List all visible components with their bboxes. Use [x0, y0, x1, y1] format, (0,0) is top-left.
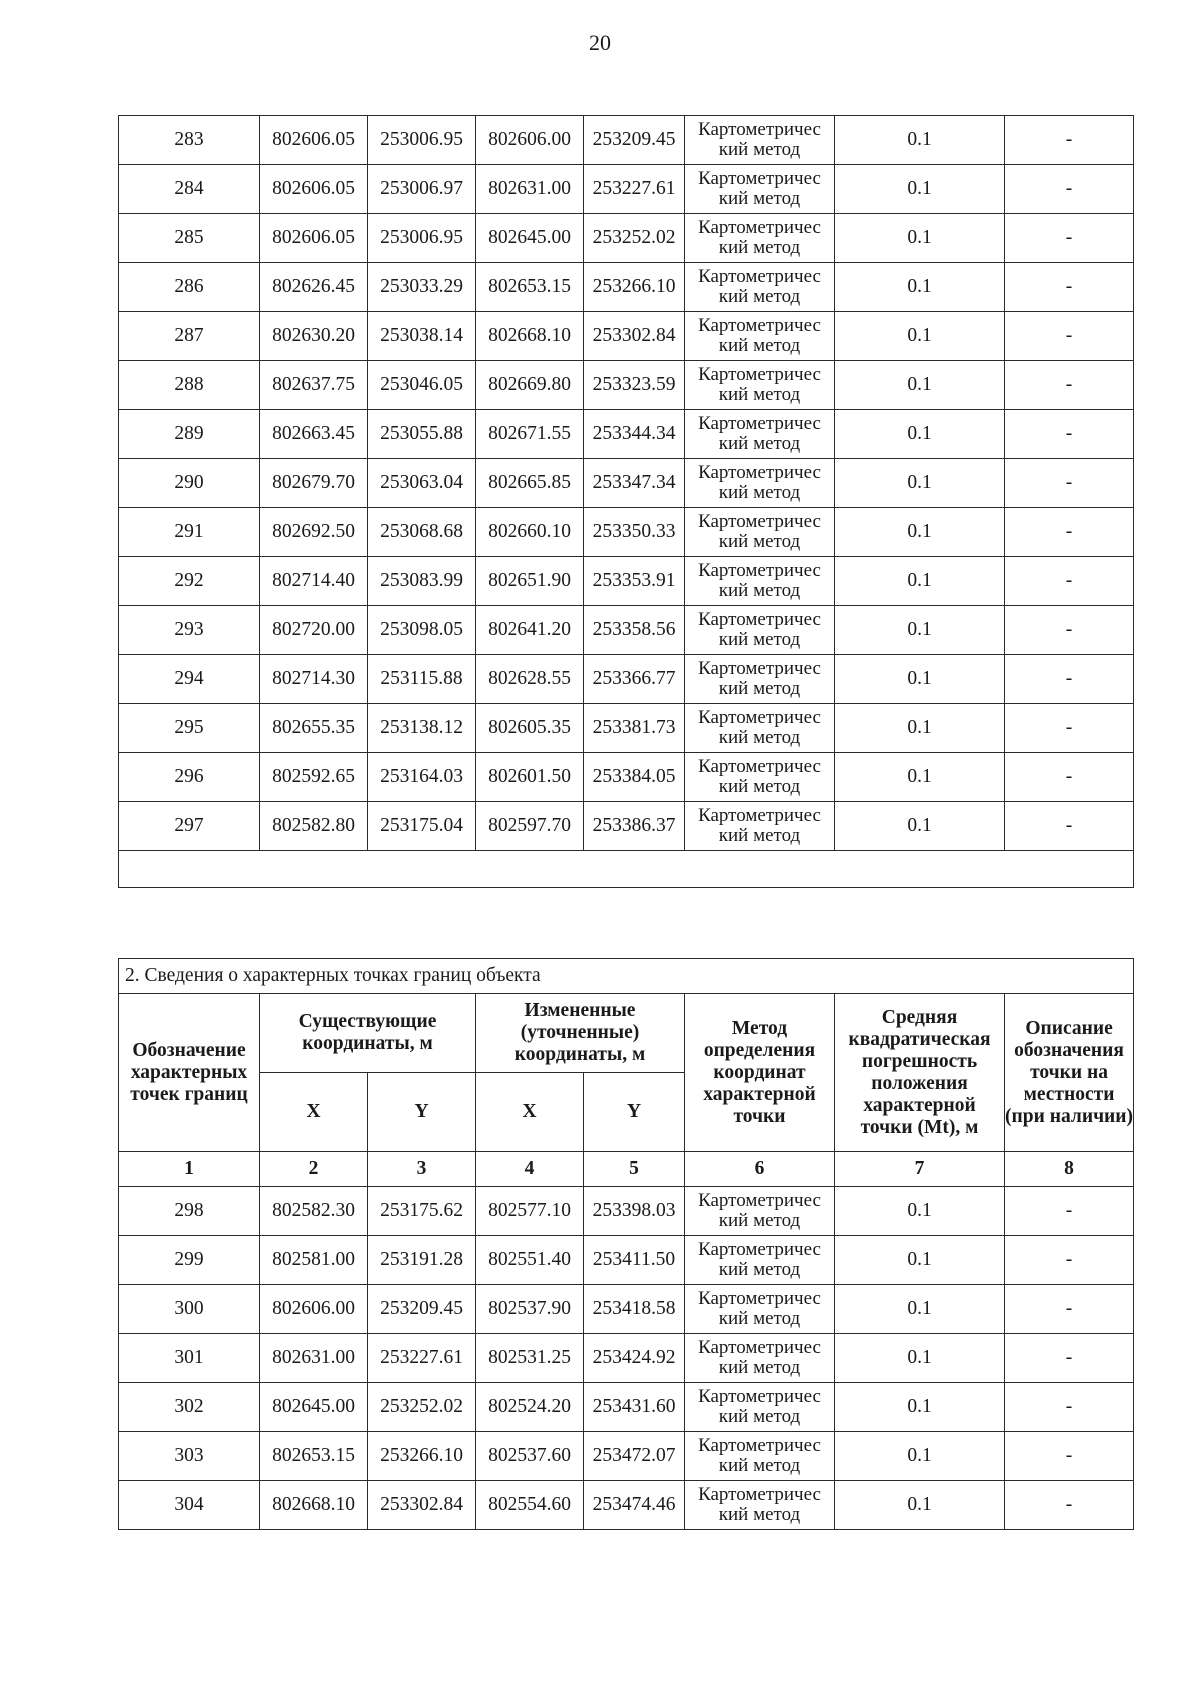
method-line: кий метод	[718, 237, 801, 258]
cell-mean-error: 0.1	[835, 557, 1005, 606]
cell-changed-y: 253252.02	[584, 214, 685, 263]
table-row	[119, 1383, 1134, 1432]
cell-changed-x: 802554.60	[476, 1481, 584, 1530]
method-line: Картометричес	[698, 1435, 821, 1456]
cell-method	[685, 606, 835, 655]
cell-changed-x: 802641.20	[476, 606, 584, 655]
table-row	[119, 214, 1134, 263]
cell-point-number: 286	[119, 263, 260, 312]
cell-method	[685, 1432, 835, 1481]
cell-mean-error: 0.1	[835, 1481, 1005, 1530]
cell-point-number: 292	[119, 557, 260, 606]
method-line: Картометричес	[698, 364, 821, 385]
cell-description: -	[1005, 1236, 1134, 1285]
cell-existing-x: 802645.00	[260, 1383, 368, 1432]
method-line: кий метод	[718, 1259, 801, 1280]
cell-mean-error: 0.1	[835, 1383, 1005, 1432]
cell-changed-x: 802671.55	[476, 410, 584, 459]
cell-existing-y: 253046.05	[368, 361, 476, 410]
cell-point-number: 287	[119, 312, 260, 361]
cell-point-number: 284	[119, 165, 260, 214]
method-line: Картометричес	[698, 119, 821, 140]
cell-mean-error: 0.1	[835, 802, 1005, 851]
cell-existing-y: 253252.02	[368, 1383, 476, 1432]
table-row	[119, 312, 1134, 361]
cell-changed-y: 253384.05	[584, 753, 685, 802]
cell-mean-error: 0.1	[835, 1236, 1005, 1285]
page-number: 20	[589, 30, 611, 55]
cell-existing-y: 253055.88	[368, 410, 476, 459]
cell-mean-error: 0.1	[835, 753, 1005, 802]
cell-method	[685, 557, 835, 606]
cell-mean-error: 0.1	[835, 704, 1005, 753]
cell-method	[685, 802, 835, 851]
cell-mean-error: 0.1	[835, 312, 1005, 361]
cell-existing-y: 253209.45	[368, 1285, 476, 1334]
method-line: кий метод	[718, 1308, 801, 1329]
cell-method	[685, 753, 835, 802]
table-row	[119, 753, 1134, 802]
cell-changed-y: 253472.07	[584, 1432, 685, 1481]
cell-existing-y: 253191.28	[368, 1236, 476, 1285]
cell-existing-y: 253227.61	[368, 1334, 476, 1383]
cell-description: -	[1005, 1481, 1134, 1530]
cell-changed-y: 253386.37	[584, 802, 685, 851]
method-line: Картометричес	[698, 1239, 821, 1260]
cell-point-number: 298	[119, 1187, 260, 1236]
cell-existing-y: 253098.05	[368, 606, 476, 655]
cell-mean-error: 0.1	[835, 459, 1005, 508]
cell-existing-x: 802630.20	[260, 312, 368, 361]
cell-changed-x: 802601.50	[476, 753, 584, 802]
cell-existing-y: 253175.04	[368, 802, 476, 851]
cell-changed-x: 802551.40	[476, 1236, 584, 1285]
cell-description: -	[1005, 1187, 1134, 1236]
cell-mean-error: 0.1	[835, 263, 1005, 312]
cell-description: -	[1005, 1285, 1134, 1334]
cell-changed-x: 802651.90	[476, 557, 584, 606]
method-line: кий метод	[718, 188, 801, 209]
method-line: Картометричес	[698, 1386, 821, 1407]
cell-method	[685, 508, 835, 557]
cell-existing-x: 802720.00	[260, 606, 368, 655]
cell-changed-y: 253431.60	[584, 1383, 685, 1432]
table-body	[119, 116, 1134, 851]
cell-changed-y: 253209.45	[584, 116, 685, 165]
cell-existing-y: 253083.99	[368, 557, 476, 606]
method-line: кий метод	[718, 629, 801, 650]
cell-existing-x: 802592.65	[260, 753, 368, 802]
cell-method	[685, 1334, 835, 1383]
method-line: Картометричес	[698, 609, 821, 630]
cell-changed-y: 253323.59	[584, 361, 685, 410]
table-body	[119, 1187, 1134, 1530]
cell-existing-x: 802606.05	[260, 165, 368, 214]
cell-mean-error: 0.1	[835, 116, 1005, 165]
cell-existing-x: 802655.35	[260, 704, 368, 753]
cell-method	[685, 1236, 835, 1285]
cell-method	[685, 704, 835, 753]
cell-changed-x: 802524.20	[476, 1383, 584, 1432]
cell-existing-x: 802679.70	[260, 459, 368, 508]
table-row	[119, 655, 1134, 704]
header-point-designation: Обозначение характерных точек границ	[119, 994, 260, 1152]
cell-point-number: 294	[119, 655, 260, 704]
cell-changed-y: 253474.46	[584, 1481, 685, 1530]
method-line: кий метод	[718, 139, 801, 160]
cell-point-number: 299	[119, 1236, 260, 1285]
method-line: кий метод	[718, 286, 801, 307]
method-line: кий метод	[718, 482, 801, 503]
cell-changed-y: 253353.91	[584, 557, 685, 606]
method-line: Картометричес	[698, 266, 821, 287]
cell-point-number: 300	[119, 1285, 260, 1334]
table-row	[119, 508, 1134, 557]
cell-mean-error: 0.1	[835, 606, 1005, 655]
cell-existing-y: 253068.68	[368, 508, 476, 557]
cell-method	[685, 361, 835, 410]
cell-existing-y: 253175.62	[368, 1187, 476, 1236]
cell-description: -	[1005, 753, 1134, 802]
cell-existing-y: 253266.10	[368, 1432, 476, 1481]
cell-mean-error: 0.1	[835, 214, 1005, 263]
column-number: 8	[1005, 1152, 1134, 1187]
table-row	[119, 704, 1134, 753]
cell-changed-y: 253227.61	[584, 165, 685, 214]
cell-method	[685, 1187, 835, 1236]
table-row	[119, 1481, 1134, 1530]
cell-description: -	[1005, 410, 1134, 459]
column-number-row	[119, 1152, 1134, 1187]
cell-point-number: 302	[119, 1383, 260, 1432]
cell-method	[685, 1383, 835, 1432]
cell-existing-x: 802714.30	[260, 655, 368, 704]
method-line: кий метод	[718, 1504, 801, 1525]
cell-existing-y: 253138.12	[368, 704, 476, 753]
cell-existing-x: 802714.40	[260, 557, 368, 606]
cell-description: -	[1005, 263, 1134, 312]
cell-existing-y: 253063.04	[368, 459, 476, 508]
cell-changed-x: 802660.10	[476, 508, 584, 557]
cell-mean-error: 0.1	[835, 410, 1005, 459]
cell-changed-x: 802531.25	[476, 1334, 584, 1383]
method-line: кий метод	[718, 1455, 801, 1476]
table-row	[119, 410, 1134, 459]
method-line: кий метод	[718, 1357, 801, 1378]
cell-existing-y: 253033.29	[368, 263, 476, 312]
table-row	[119, 165, 1134, 214]
cell-existing-y: 253006.95	[368, 214, 476, 263]
table-row	[119, 116, 1134, 165]
cell-changed-x: 802628.55	[476, 655, 584, 704]
cell-existing-y: 253164.03	[368, 753, 476, 802]
table-row	[119, 802, 1134, 851]
cell-changed-y: 253366.77	[584, 655, 685, 704]
header-mean-error: Средняя квадратическая погрешность положения характерной точки (Mt), м	[835, 994, 1005, 1152]
cell-description: -	[1005, 116, 1134, 165]
method-line: Картометричес	[698, 1190, 821, 1211]
cell-point-number: 283	[119, 116, 260, 165]
cell-existing-x: 802668.10	[260, 1481, 368, 1530]
method-line: Картометричес	[698, 560, 821, 581]
cell-description: -	[1005, 459, 1134, 508]
method-line: кий метод	[718, 727, 801, 748]
cell-description: -	[1005, 1383, 1134, 1432]
column-number: 5	[584, 1152, 685, 1187]
blank-row	[119, 851, 1134, 888]
cell-existing-x: 802653.15	[260, 1432, 368, 1481]
cell-description: -	[1005, 312, 1134, 361]
header-description: Описание обозначения точки на местности (при наличии)	[1005, 994, 1134, 1152]
cell-changed-x: 802645.00	[476, 214, 584, 263]
cell-description: -	[1005, 704, 1134, 753]
cell-mean-error: 0.1	[835, 361, 1005, 410]
cell-changed-x: 802577.10	[476, 1187, 584, 1236]
cell-changed-x: 802669.80	[476, 361, 584, 410]
method-line: Картометричес	[698, 413, 821, 434]
cell-mean-error: 0.1	[835, 1334, 1005, 1383]
cell-changed-x: 802537.60	[476, 1432, 584, 1481]
cell-existing-x: 802637.75	[260, 361, 368, 410]
cell-description: -	[1005, 557, 1134, 606]
cell-method	[685, 655, 835, 704]
cell-method	[685, 1481, 835, 1530]
header-changed-x: X	[476, 1073, 584, 1152]
cell-description: -	[1005, 165, 1134, 214]
cell-mean-error: 0.1	[835, 655, 1005, 704]
cell-changed-y: 253398.03	[584, 1187, 685, 1236]
cell-existing-x: 802606.05	[260, 214, 368, 263]
cell-changed-y: 253418.58	[584, 1285, 685, 1334]
cell-existing-y: 253302.84	[368, 1481, 476, 1530]
method-line: кий метод	[718, 335, 801, 356]
cell-changed-y: 253424.92	[584, 1334, 685, 1383]
cell-description: -	[1005, 655, 1134, 704]
cell-description: -	[1005, 606, 1134, 655]
table-row	[119, 263, 1134, 312]
column-number: 4	[476, 1152, 584, 1187]
method-line: кий метод	[718, 531, 801, 552]
header-changed-coords: Измененные (уточненные) координаты, м	[476, 994, 685, 1073]
cell-existing-x: 802606.00	[260, 1285, 368, 1334]
cell-mean-error: 0.1	[835, 165, 1005, 214]
method-line: кий метод	[718, 678, 801, 699]
cell-mean-error: 0.1	[835, 1187, 1005, 1236]
method-line: Картометричес	[698, 462, 821, 483]
cell-changed-y: 253411.50	[584, 1236, 685, 1285]
table-row	[119, 1236, 1134, 1285]
header-method: Метод определения координат характерной точки	[685, 994, 835, 1152]
cell-point-number: 288	[119, 361, 260, 410]
cell-point-number: 296	[119, 753, 260, 802]
column-number: 1	[119, 1152, 260, 1187]
method-line: кий метод	[718, 580, 801, 601]
cell-existing-x: 802582.80	[260, 802, 368, 851]
header-existing-coords: Существующие координаты, м	[260, 994, 476, 1073]
cell-point-number: 304	[119, 1481, 260, 1530]
cell-changed-y: 253347.34	[584, 459, 685, 508]
method-line: Картометричес	[698, 1337, 821, 1358]
cell-method	[685, 459, 835, 508]
table-row	[119, 1334, 1134, 1383]
cell-point-number: 290	[119, 459, 260, 508]
cell-existing-y: 253038.14	[368, 312, 476, 361]
blank-cell	[119, 851, 1134, 888]
cell-changed-y: 253302.84	[584, 312, 685, 361]
column-number: 6	[685, 1152, 835, 1187]
table-row	[119, 557, 1134, 606]
cell-mean-error: 0.1	[835, 1432, 1005, 1481]
cell-method	[685, 312, 835, 361]
boundary-points-table-continued	[118, 115, 1134, 888]
cell-description: -	[1005, 508, 1134, 557]
boundary-points-table	[118, 958, 1134, 1530]
cell-changed-x: 802606.00	[476, 116, 584, 165]
method-line: Картометричес	[698, 658, 821, 679]
method-line: Картометричес	[698, 756, 821, 777]
method-line: кий метод	[718, 1406, 801, 1427]
column-number: 3	[368, 1152, 476, 1187]
method-line: кий метод	[718, 825, 801, 846]
method-line: Картометричес	[698, 707, 821, 728]
cell-description: -	[1005, 1334, 1134, 1383]
method-line: Картометричес	[698, 315, 821, 336]
method-line: Картометричес	[698, 168, 821, 189]
cell-mean-error: 0.1	[835, 508, 1005, 557]
table-row	[119, 1432, 1134, 1481]
cell-existing-x: 802582.30	[260, 1187, 368, 1236]
cell-method	[685, 214, 835, 263]
method-line: кий метод	[718, 776, 801, 797]
cell-method	[685, 410, 835, 459]
table-row	[119, 1187, 1134, 1236]
cell-existing-x: 802606.05	[260, 116, 368, 165]
cell-existing-x: 802581.00	[260, 1236, 368, 1285]
cell-changed-x: 802653.15	[476, 263, 584, 312]
header-existing-y: Y	[368, 1073, 476, 1152]
header-changed-y: Y	[584, 1073, 685, 1152]
cell-changed-x: 802597.70	[476, 802, 584, 851]
cell-method	[685, 1285, 835, 1334]
method-line: кий метод	[718, 1210, 801, 1231]
cell-existing-x: 802626.45	[260, 263, 368, 312]
cell-changed-y: 253266.10	[584, 263, 685, 312]
cell-changed-y: 253381.73	[584, 704, 685, 753]
cell-changed-y: 253350.33	[584, 508, 685, 557]
cell-description: -	[1005, 1432, 1134, 1481]
method-line: Картометричес	[698, 511, 821, 532]
cell-point-number: 291	[119, 508, 260, 557]
cell-changed-x: 802668.10	[476, 312, 584, 361]
cell-description: -	[1005, 802, 1134, 851]
cell-existing-x: 802692.50	[260, 508, 368, 557]
cell-point-number: 293	[119, 606, 260, 655]
method-line: Картометричес	[698, 1484, 821, 1505]
cell-description: -	[1005, 361, 1134, 410]
method-line: Картометричес	[698, 1288, 821, 1309]
section-title: 2. Сведения о характерных точках границ объекта	[119, 959, 1134, 994]
method-line: кий метод	[718, 433, 801, 454]
cell-point-number: 295	[119, 704, 260, 753]
method-line: Картометричес	[698, 805, 821, 826]
table-row	[119, 361, 1134, 410]
method-line: кий метод	[718, 384, 801, 405]
cell-changed-x: 802631.00	[476, 165, 584, 214]
table-row	[119, 606, 1134, 655]
cell-point-number: 289	[119, 410, 260, 459]
cell-existing-x: 802663.45	[260, 410, 368, 459]
cell-point-number: 285	[119, 214, 260, 263]
cell-method	[685, 165, 835, 214]
cell-existing-y: 253115.88	[368, 655, 476, 704]
header-existing-x: X	[260, 1073, 368, 1152]
cell-existing-y: 253006.95	[368, 116, 476, 165]
cell-changed-x: 802605.35	[476, 704, 584, 753]
table-row	[119, 1285, 1134, 1334]
cell-description: -	[1005, 214, 1134, 263]
cell-method	[685, 116, 835, 165]
cell-existing-y: 253006.97	[368, 165, 476, 214]
cell-changed-x: 802537.90	[476, 1285, 584, 1334]
cell-changed-x: 802665.85	[476, 459, 584, 508]
cell-point-number: 301	[119, 1334, 260, 1383]
table-row	[119, 459, 1134, 508]
cell-mean-error: 0.1	[835, 1285, 1005, 1334]
cell-point-number: 297	[119, 802, 260, 851]
cell-method	[685, 263, 835, 312]
cell-changed-y: 253358.56	[584, 606, 685, 655]
cell-point-number: 303	[119, 1432, 260, 1481]
column-number: 2	[260, 1152, 368, 1187]
cell-existing-x: 802631.00	[260, 1334, 368, 1383]
cell-changed-y: 253344.34	[584, 410, 685, 459]
method-line: Картометричес	[698, 217, 821, 238]
column-number: 7	[835, 1152, 1005, 1187]
